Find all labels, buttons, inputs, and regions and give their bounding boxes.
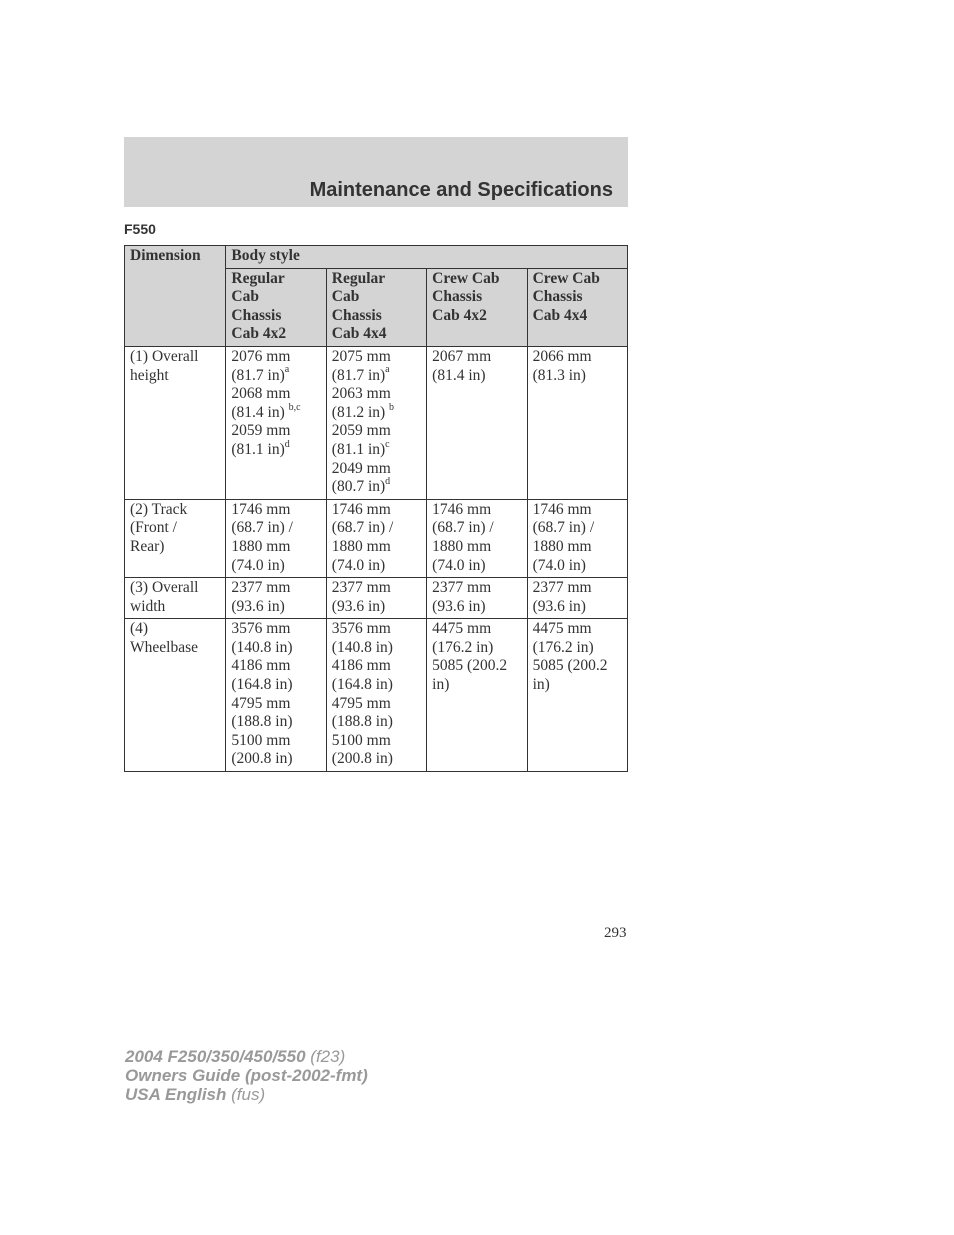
cell-value: (164.8 in) <box>231 676 293 694</box>
column-header-2 <box>326 268 426 346</box>
dimension-header: Dimension <box>125 246 226 347</box>
cell-value: (74.0 in) <box>231 556 285 574</box>
cell-value: 2066 mm <box>532 347 592 365</box>
cell-value: 5085 (200.2 <box>532 657 608 675</box>
cell-value: (81.1 in) <box>231 440 285 458</box>
cell-value: (80.7 in) <box>331 478 386 496</box>
footnote-marker: b <box>389 401 395 413</box>
cell-line <box>231 676 320 695</box>
cell-line <box>432 348 521 367</box>
cell-line <box>432 676 521 695</box>
column-header-line: Regular <box>231 269 285 287</box>
cell-value: 2059 mm <box>331 422 391 440</box>
table-cell <box>226 619 326 772</box>
cell-value: (68.7 in) / <box>231 519 293 537</box>
cell-line <box>231 385 320 404</box>
cell-value: (140.8 in) <box>331 638 393 656</box>
cell-value: 3576 mm <box>231 620 291 638</box>
cell-value: (140.8 in) <box>231 638 293 656</box>
cell-value: (188.8 in) <box>331 713 393 731</box>
column-header-line: Chassis <box>432 288 483 306</box>
footer-model-code: (f23) <box>305 1047 346 1066</box>
cell-value: 1746 mm <box>532 500 592 518</box>
cell-value: 5085 (200.2 <box>432 657 508 675</box>
cell-value: (74.0 in) <box>432 556 486 574</box>
cell-value: (93.6 in) <box>432 597 486 615</box>
cell-line <box>533 598 622 617</box>
cell-value: (176.2 in) <box>432 638 494 656</box>
cell-line <box>332 750 421 769</box>
footer-language: USA English <box>125 1085 227 1104</box>
row-label <box>125 346 226 499</box>
footer-language-code: (fus) <box>226 1085 266 1104</box>
cell-line <box>432 519 521 538</box>
cell-value: (93.6 in) <box>532 597 586 615</box>
column-header-line: Cab <box>331 288 360 306</box>
table-cell <box>326 499 426 577</box>
cell-line <box>332 538 421 557</box>
column-header-3 <box>427 268 527 346</box>
cell-value: (81.3 in) <box>532 366 586 384</box>
cell-line <box>432 579 521 598</box>
cell-line <box>533 538 622 557</box>
cell-value: (176.2 in) <box>532 638 594 656</box>
page-title: Maintenance and Specifications <box>309 179 613 201</box>
cell-value: 2377 mm <box>231 579 291 597</box>
cell-line <box>332 579 421 598</box>
cell-value: (81.7 in) <box>331 366 386 384</box>
table-cell <box>527 578 627 619</box>
footnote-marker: b,c <box>288 401 301 413</box>
cell-value: (81.7 in) <box>231 366 285 384</box>
cell-value: (81.4 in) <box>231 403 289 421</box>
cell-line <box>231 538 320 557</box>
cell-line <box>332 598 421 617</box>
cell-value: 2063 mm <box>331 385 391 403</box>
cell-value: 2377 mm <box>331 579 391 597</box>
cell-line <box>231 732 320 751</box>
cell-line <box>332 385 421 404</box>
cell-value: 1880 mm <box>231 537 291 555</box>
footnote-marker: d <box>284 438 290 450</box>
table-cell <box>427 619 527 772</box>
cell-value: (68.7 in) / <box>331 519 394 537</box>
cell-value: 1746 mm <box>432 500 492 518</box>
cell-value: (93.6 in) <box>331 597 386 615</box>
cell-line <box>533 676 622 695</box>
cell-value: (200.8 in) <box>331 750 393 768</box>
cell-value: 2067 mm <box>432 347 492 365</box>
cell-line <box>231 598 320 617</box>
cell-line <box>332 713 421 732</box>
footer <box>125 1047 368 1104</box>
cell-line <box>231 713 320 732</box>
cell-value: 1880 mm <box>432 537 492 555</box>
cell-value: 5100 mm <box>331 731 391 749</box>
row-label-line: (3) Overall <box>130 579 199 597</box>
cell-line <box>533 579 622 598</box>
column-header-4 <box>527 268 627 346</box>
table-cell <box>226 578 326 619</box>
table-cell <box>226 346 326 499</box>
cell-line <box>432 501 521 520</box>
footer-model: 2004 F250/350/450/550 <box>125 1047 306 1066</box>
cell-line <box>533 367 622 386</box>
footer-line-1 <box>125 1047 368 1066</box>
cell-value: 5100 mm <box>231 731 291 749</box>
row-label <box>125 578 226 619</box>
cell-line <box>331 401 421 423</box>
cell-line <box>332 422 421 441</box>
cell-line <box>332 519 421 538</box>
cell-value: (200.8 in) <box>231 750 293 768</box>
cell-value: 2049 mm <box>331 459 391 477</box>
cell-value: in) <box>532 676 550 694</box>
cell-line <box>332 676 421 695</box>
cell-line <box>533 519 622 538</box>
cell-line <box>231 579 320 598</box>
table-cell <box>427 346 527 499</box>
cell-value: 2377 mm <box>432 579 492 597</box>
row-label <box>125 619 226 772</box>
section-title: F550 <box>124 221 156 237</box>
specifications-table <box>124 245 628 772</box>
row-label-line: Wheelbase <box>130 638 198 656</box>
cell-line <box>231 519 320 538</box>
cell-value: 4475 mm <box>432 620 492 638</box>
column-header-line: Chassis <box>532 288 583 306</box>
cell-line <box>432 620 521 639</box>
column-header-line: Cab 4x4 <box>532 306 588 324</box>
cell-value: (188.8 in) <box>231 713 293 731</box>
cell-line <box>231 750 320 769</box>
cell-line <box>332 460 421 479</box>
column-header-1 <box>226 268 326 346</box>
footnote-marker: a <box>385 364 390 376</box>
table-cell <box>226 499 326 577</box>
cell-line <box>231 639 320 658</box>
footnote-marker: d <box>385 475 391 487</box>
footer-line-3 <box>125 1085 368 1104</box>
body-style-header: Body style <box>226 246 628 269</box>
cell-line <box>231 401 320 423</box>
cell-line <box>533 657 622 676</box>
cell-line <box>533 620 622 639</box>
page-number: 293 <box>604 925 627 941</box>
row-label-line: (2) Track <box>130 500 188 518</box>
cell-value: 4475 mm <box>532 620 592 638</box>
table-cell <box>527 499 627 577</box>
footnote-marker: a <box>284 364 290 376</box>
cell-value: 2076 mm <box>231 347 291 365</box>
cell-line <box>432 598 521 617</box>
header-band <box>124 137 628 207</box>
cell-value: 1880 mm <box>331 537 391 555</box>
table-cell <box>427 578 527 619</box>
footer-guide: Owners Guide (post-2002-fmt) <box>125 1066 368 1085</box>
column-header-line: Cab <box>231 288 259 306</box>
cell-line <box>432 557 521 576</box>
row-label-line: (4) <box>130 620 149 638</box>
cell-line <box>533 639 622 658</box>
row-label-line: width <box>130 597 166 615</box>
column-header-line: Chassis <box>331 306 382 324</box>
table-cell <box>326 346 426 499</box>
cell-line <box>332 639 421 658</box>
table-row <box>125 578 628 619</box>
table-row <box>125 499 628 577</box>
row-label <box>125 499 226 577</box>
cell-value: (68.7 in) / <box>432 519 494 537</box>
cell-line <box>432 657 521 676</box>
cell-value: 1746 mm <box>231 500 291 518</box>
table-cell <box>527 619 627 772</box>
cell-line <box>332 657 421 676</box>
cell-line <box>231 620 320 639</box>
row-label-line: (1) Overall <box>130 347 199 365</box>
cell-value: (68.7 in) / <box>532 519 595 537</box>
row-label-line: Rear) <box>130 537 165 555</box>
cell-value: 3576 mm <box>331 620 391 638</box>
cell-value: 2059 mm <box>231 422 291 440</box>
cell-line <box>331 364 421 386</box>
cell-value: 4186 mm <box>231 657 291 675</box>
column-header-line: Cab 4x2 <box>231 325 287 343</box>
column-header-line: Crew Cab <box>532 269 600 287</box>
footer-line-2 <box>125 1066 368 1085</box>
cell-value: 2075 mm <box>331 347 391 365</box>
cell-line <box>332 695 421 714</box>
cell-value: (81.2 in) <box>331 403 390 421</box>
cell-line <box>432 367 521 386</box>
cell-line <box>332 620 421 639</box>
cell-value: (81.1 in) <box>331 440 386 458</box>
cell-line <box>332 501 421 520</box>
cell-value: 4795 mm <box>231 694 291 712</box>
cell-value: in) <box>432 676 450 694</box>
cell-line <box>231 364 320 386</box>
cell-line <box>231 557 320 576</box>
cell-line <box>231 422 320 441</box>
cell-line <box>432 538 521 557</box>
cell-value: (74.0 in) <box>331 556 386 574</box>
row-label-line: height <box>130 366 169 384</box>
table-body <box>125 346 628 771</box>
cell-value: (81.4 in) <box>432 366 486 384</box>
table-cell <box>427 499 527 577</box>
cell-line <box>332 557 421 576</box>
column-header-line: Regular <box>331 269 386 287</box>
cell-value: (74.0 in) <box>532 556 586 574</box>
cell-value: 4186 mm <box>331 657 391 675</box>
table-cell <box>527 346 627 499</box>
table-header-row <box>125 246 628 269</box>
cell-line <box>231 348 320 367</box>
table-row <box>125 619 628 772</box>
cell-value: 1746 mm <box>331 500 391 518</box>
cell-line <box>533 348 622 367</box>
cell-value: (93.6 in) <box>231 597 285 615</box>
cell-value: (164.8 in) <box>331 676 393 694</box>
cell-line <box>231 695 320 714</box>
cell-line <box>332 348 421 367</box>
cell-line <box>231 438 320 460</box>
cell-line <box>432 639 521 658</box>
cell-value: 2377 mm <box>532 579 592 597</box>
column-header-line: Cab 4x4 <box>331 325 387 343</box>
cell-line <box>231 657 320 676</box>
table-cell <box>326 578 426 619</box>
column-header-line: Chassis <box>231 306 282 324</box>
cell-line <box>331 475 421 497</box>
cell-line <box>533 557 622 576</box>
column-header-line: Cab 4x2 <box>432 306 487 324</box>
cell-value: 4795 mm <box>331 694 391 712</box>
cell-line <box>533 501 622 520</box>
cell-value: 1880 mm <box>532 537 592 555</box>
cell-value: 2068 mm <box>231 385 291 403</box>
cell-line <box>331 438 421 460</box>
footnote-marker: c <box>385 438 390 450</box>
row-label-line: (Front / <box>130 519 177 537</box>
table-cell <box>326 619 426 772</box>
table-row <box>125 346 628 499</box>
column-header-line: Crew Cab <box>432 269 500 287</box>
cell-line <box>332 732 421 751</box>
cell-line <box>231 501 320 520</box>
